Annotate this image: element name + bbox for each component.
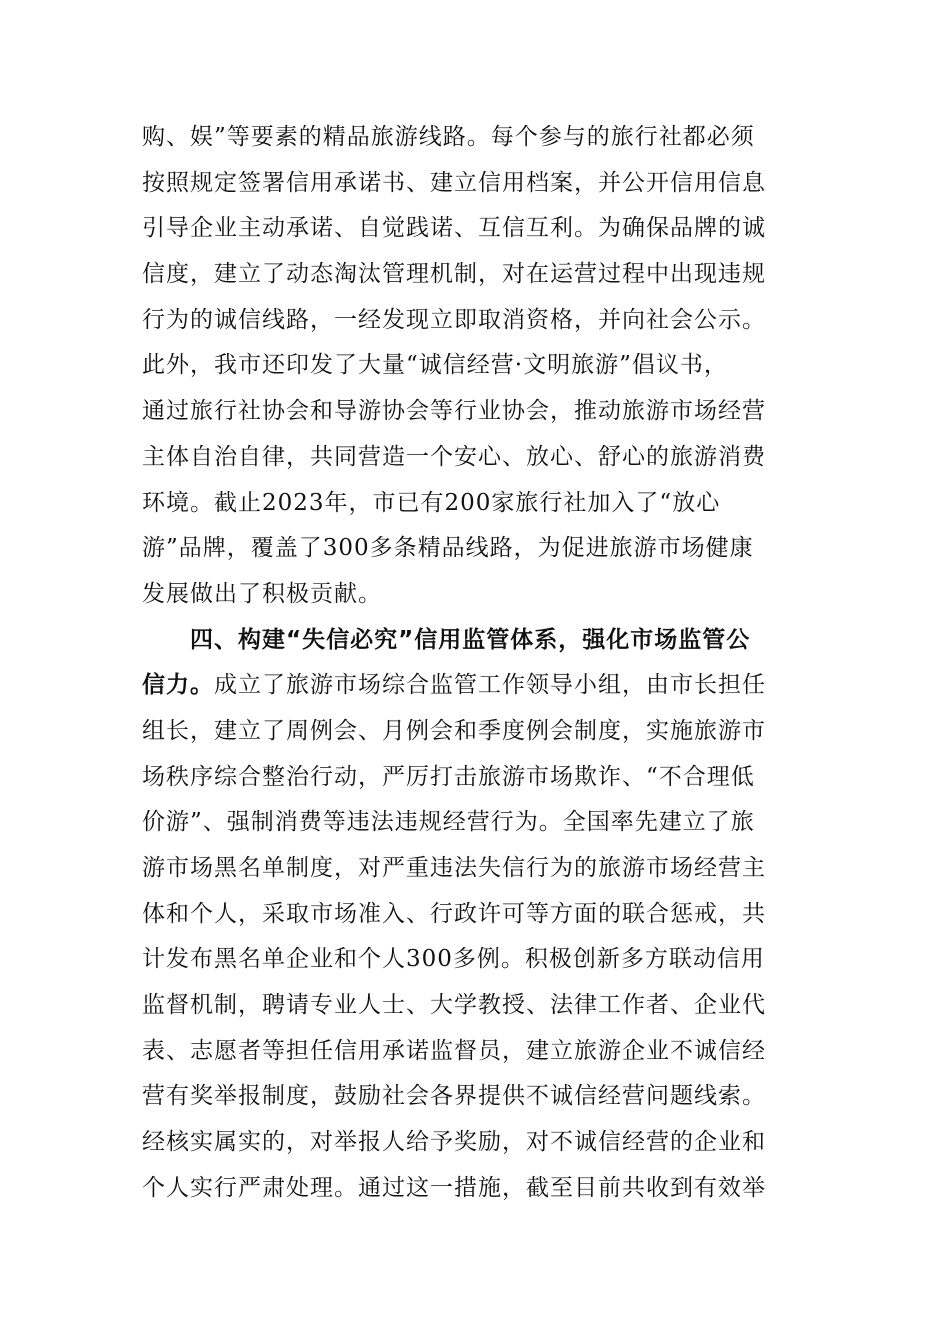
- paragraph-line: 组长，建立了周例会、月例会和季度例会制度，实施旅游市: [142, 717, 766, 744]
- paragraph-line: 发展做出了积极贡献。: [142, 580, 382, 607]
- paragraph-line: 主体自治自律，共同营造一个安心、放心、舒心的旅游消费: [142, 443, 766, 470]
- paragraph-line: 体和个人，采取市场准入、行政许可等方面的联合惩戒，共: [142, 900, 766, 927]
- paragraph-branding: [142, 115, 812, 618]
- paragraph-line: 按照规定签署信用承诺书、建立信用档案，并公开信用信息: [142, 169, 766, 196]
- paragraph-line: 此外，我市还印发了大量“诚信经营·文明旅游”倡议书，: [142, 352, 728, 379]
- paragraph-line: 价游”、强制消费等违法违规经营行为。全国率先建立了旅: [142, 809, 755, 836]
- paragraph-line: 引导企业主动承诺、自觉践诺、互信互利。为确保品牌的诚: [142, 215, 766, 242]
- section-heading-continuation: [142, 663, 812, 709]
- paragraph-line: 计发布黑名单企业和个人300多例。积极创新多方联动信用: [142, 946, 765, 973]
- paragraph-line: 环境。截止2023年，市已有200家旅行社加入了“放心: [142, 489, 721, 516]
- document-body: [142, 115, 812, 1212]
- section-body-start: 成立了旅游市场综合监管工作领导小组，由市长担任: [214, 672, 766, 699]
- paragraph-line: 游市场黑名单制度，对严重违法失信行为的旅游市场经营主: [142, 855, 766, 881]
- paragraph-line: 通过旅行社协会和导游协会等行业协会，推动旅游市场经营: [142, 398, 766, 425]
- paragraph-line: 监督机制，聘请专业人士、大学教授、法律工作者、企业代: [142, 992, 766, 1019]
- paragraph-line: 个人实行严肃处理。通过这一措施，截至目前共收到有效举: [142, 1174, 766, 1201]
- paragraph-line: 信度，建立了动态淘汰管理机制，对在运营过程中出现违规: [142, 261, 766, 288]
- paragraph-line: 行为的诚信线路，一经发现立即取消资格，并向社会公示。: [142, 306, 766, 333]
- paragraph-line: 游”品牌，覆盖了300多条精品线路，为促进旅游市场健康: [142, 535, 754, 562]
- paragraph-line: 营有奖举报制度，鼓励社会各界提供不诚信经营问题线索。: [142, 1083, 766, 1110]
- section-heading: 四、构建“失信必究”信用监管体系，强化市场监管公: [190, 626, 751, 653]
- section-four: [142, 618, 812, 1212]
- paragraph-line: 表、志愿者等担任信用承诺监督员，建立旅游企业不诚信经: [142, 1037, 766, 1064]
- paragraph-line: 场秩序综合整治行动，严厉打击旅游市场欺诈、“不合理低: [142, 763, 755, 790]
- paragraph-line: 经核实属实的，对举报人给予奖励，对不诚信经营的企业和: [142, 1129, 766, 1156]
- section-heading-end: 信力。: [142, 672, 214, 699]
- paragraph-line: 购、娱”等要素的精品旅游线路。每个参与的旅行社都必须: [142, 124, 755, 150]
